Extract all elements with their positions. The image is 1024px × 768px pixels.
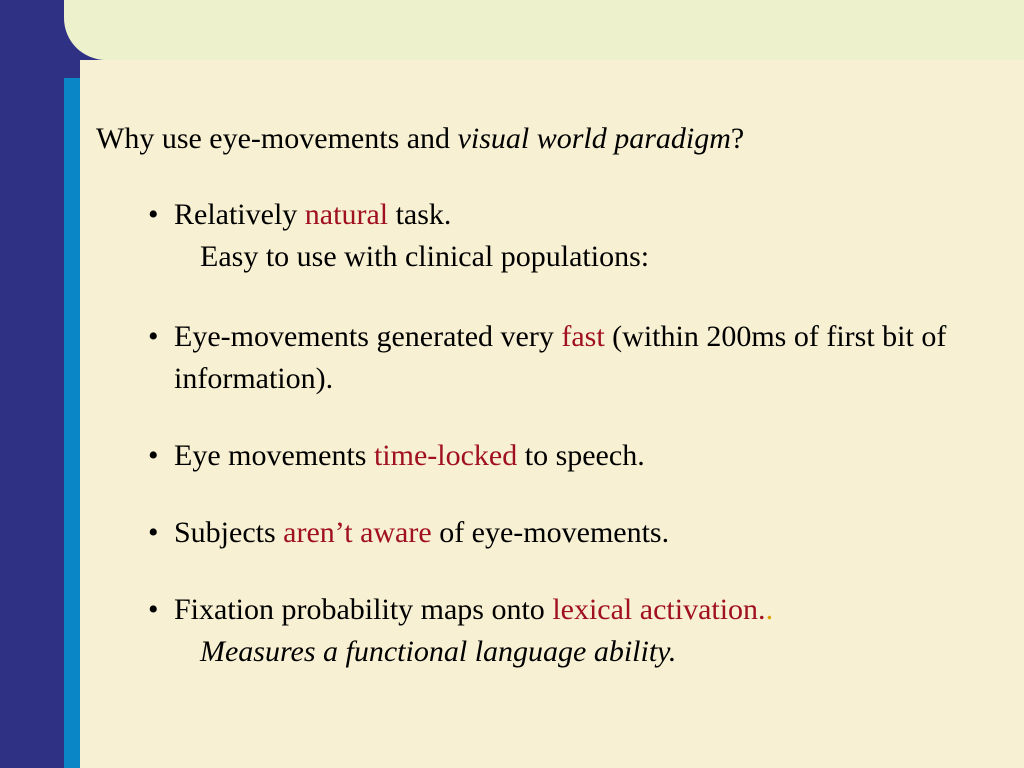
bullet-marker: • — [148, 516, 159, 549]
bullet-text: of eye-movements. — [431, 516, 670, 549]
bullet-text: . — [765, 593, 774, 626]
bullet-marker: • — [148, 593, 159, 626]
bullet-text: to speech. — [517, 439, 645, 472]
bullet-marker: • — [148, 320, 159, 353]
bullet-subtext: Easy to use with clinical populations: — [200, 240, 650, 273]
bullet-text: (within 200ms of first bit of information). — [174, 320, 947, 395]
bullet-text: Fixation probability maps onto — [174, 593, 553, 626]
bullet-text: Eye-movements generated very — [174, 320, 562, 353]
bullet-text: task. — [388, 198, 452, 231]
question-suffix: ? — [730, 122, 745, 155]
bullet-item — [96, 512, 996, 554]
question-prefix: Why use eye-movements and — [96, 122, 458, 155]
left-sidebar-blue — [64, 78, 80, 768]
slide-question — [96, 118, 996, 160]
bullet-item — [96, 316, 994, 400]
slide-content — [96, 118, 996, 673]
question-italic: visual world paradigm — [457, 122, 731, 155]
bullet-item — [96, 194, 996, 278]
bullet-list — [96, 194, 996, 673]
bullet-item — [96, 589, 996, 673]
bullet-text: Relatively — [174, 198, 305, 231]
bullet-subtext: Measures a functional language ability. — [200, 635, 677, 668]
bullet-text: Subjects — [174, 516, 284, 549]
bullet-highlight: aren’t aware — [283, 516, 432, 549]
bullet-text: Eye movements — [174, 439, 374, 472]
bullet-highlight: lexical activation. — [552, 593, 766, 626]
bullet-marker: • — [148, 198, 159, 231]
left-sidebar-dark — [0, 0, 64, 768]
bullet-marker: • — [148, 439, 159, 472]
header-panel — [64, 0, 1024, 60]
bullet-highlight: time-locked — [373, 439, 518, 472]
header-swoosh — [80, 60, 1024, 78]
bullet-highlight: fast — [561, 320, 605, 353]
bullet-item — [96, 435, 996, 477]
bullet-highlight: natural — [304, 198, 389, 231]
